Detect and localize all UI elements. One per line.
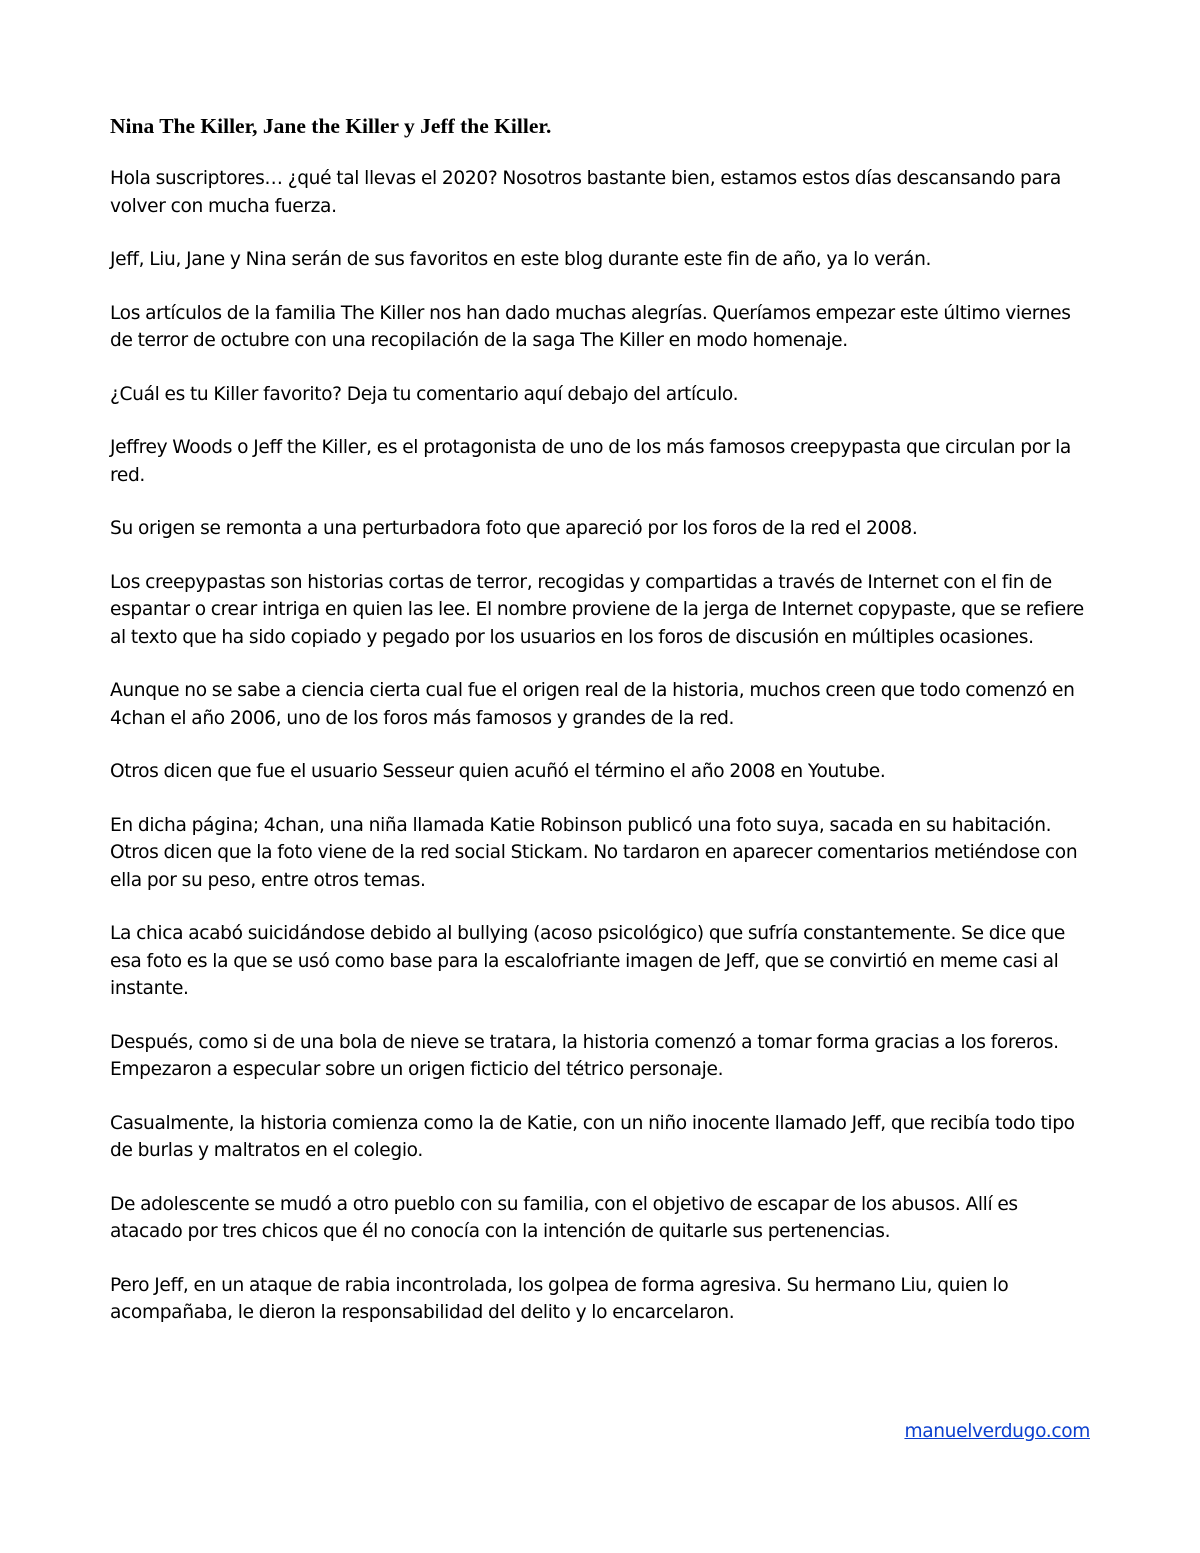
paragraph-11: La chica acabó suicidándose debido al bullying (acoso psicológico) que sufría constantemente. Se dice que esa foto es la que se usó como base para la escalofriante imagen de Jeff, que se convirtió en meme casi al instante. — [110, 923, 1065, 999]
paragraph-1: Hola suscriptores… ¿qué tal llevas el 2020? Nosotros bastante bien, estamos estos días descansando para volver con mucha fuerza. — [110, 168, 1061, 217]
paragraph-6: Su origen se remonta a una perturbadora foto que apareció por los foros de la red el 2008. — [110, 518, 918, 539]
paragraph-2: Jeff, Liu, Jane y Nina serán de sus favoritos en este blog durante este fin de año, ya lo verán. — [110, 249, 932, 270]
paragraph-3: Los artículos de la familia The Killer nos han dado muchas alegrías. Queríamos empezar este último viernes de terror de octubre con una recopilación de la saga The Killer en modo homenaje. — [110, 302, 1071, 351]
paragraph-7: Los creepypastas son historias cortas de terror, recogidas y compartidas a través de Internet con el fin de espantar o crear intriga en quien las lee. El nombre proviene de la jerga de Internet copypaste, que se refiere al texto que ha sido copiado y pegado por los usuarios en los foros de discusión en múltiples ocasiones. — [110, 571, 1084, 648]
paragraph-15: Pero Jeff, en un ataque de rabia incontrolada, los golpea de forma agresiva. Su hermano Liu, quien lo acompañaba, le dieron la responsabilidad del delito y lo encarcelaron. — [110, 1274, 1009, 1323]
paragraph-12: Después, como si de una bola de nieve se tratara, la historia comenzó a tomar forma gracias a los foreros. Empezaron a especular sobre un origen ficticio del tétrico personaje. — [110, 1031, 1059, 1080]
paragraph-5: Jeffrey Woods o Jeff the Killer, es el protagonista de uno de los más famosos creepypasta que circulan por la red. — [110, 437, 1071, 486]
footer-website-link[interactable]: manuelverdugo.com — [904, 1421, 1090, 1442]
document-title: Nina The Killer, Jane the Killer y Jeff the Killer. — [110, 114, 552, 138]
paragraph-9: Otros dicen que fue el usuario Sesseur quien acuñó el término el año 2008 en Youtube. — [110, 761, 886, 782]
document-body — [110, 112, 1095, 1353]
paragraph-8: Aunque no se sabe a ciencia cierta cual fue el origen real de la historia, muchos creen que todo comenzó en 4chan el año 2006, uno de los foros más famosos y grandes de la red. — [110, 680, 1075, 729]
paragraph-10: En dicha página; 4chan, una niña llamada Katie Robinson publicó una foto suya, sacada en su habitación. Otros dicen que la foto viene de la red social Stickam. No tardaron en aparecer comentarios metiéndose con ella por su peso, entre otros temas. — [110, 814, 1078, 891]
paragraph-4: ¿Cuál es tu Killer favorito? Deja tu comentario aquí debajo del artículo. — [110, 383, 739, 405]
paragraph-13: Casualmente, la historia comienza como la de Katie, con un niño inocente llamado Jeff, que recibía todo tipo de burlas y maltratos en el colegio. — [110, 1112, 1075, 1161]
paragraph-14: De adolescente se mudó a otro pueblo con su familia, con el objetivo de escapar de los abusos. Allí es atacado por tres chicos que él no conocía con la intención de quitarle sus pertenencias. — [110, 1193, 1018, 1242]
